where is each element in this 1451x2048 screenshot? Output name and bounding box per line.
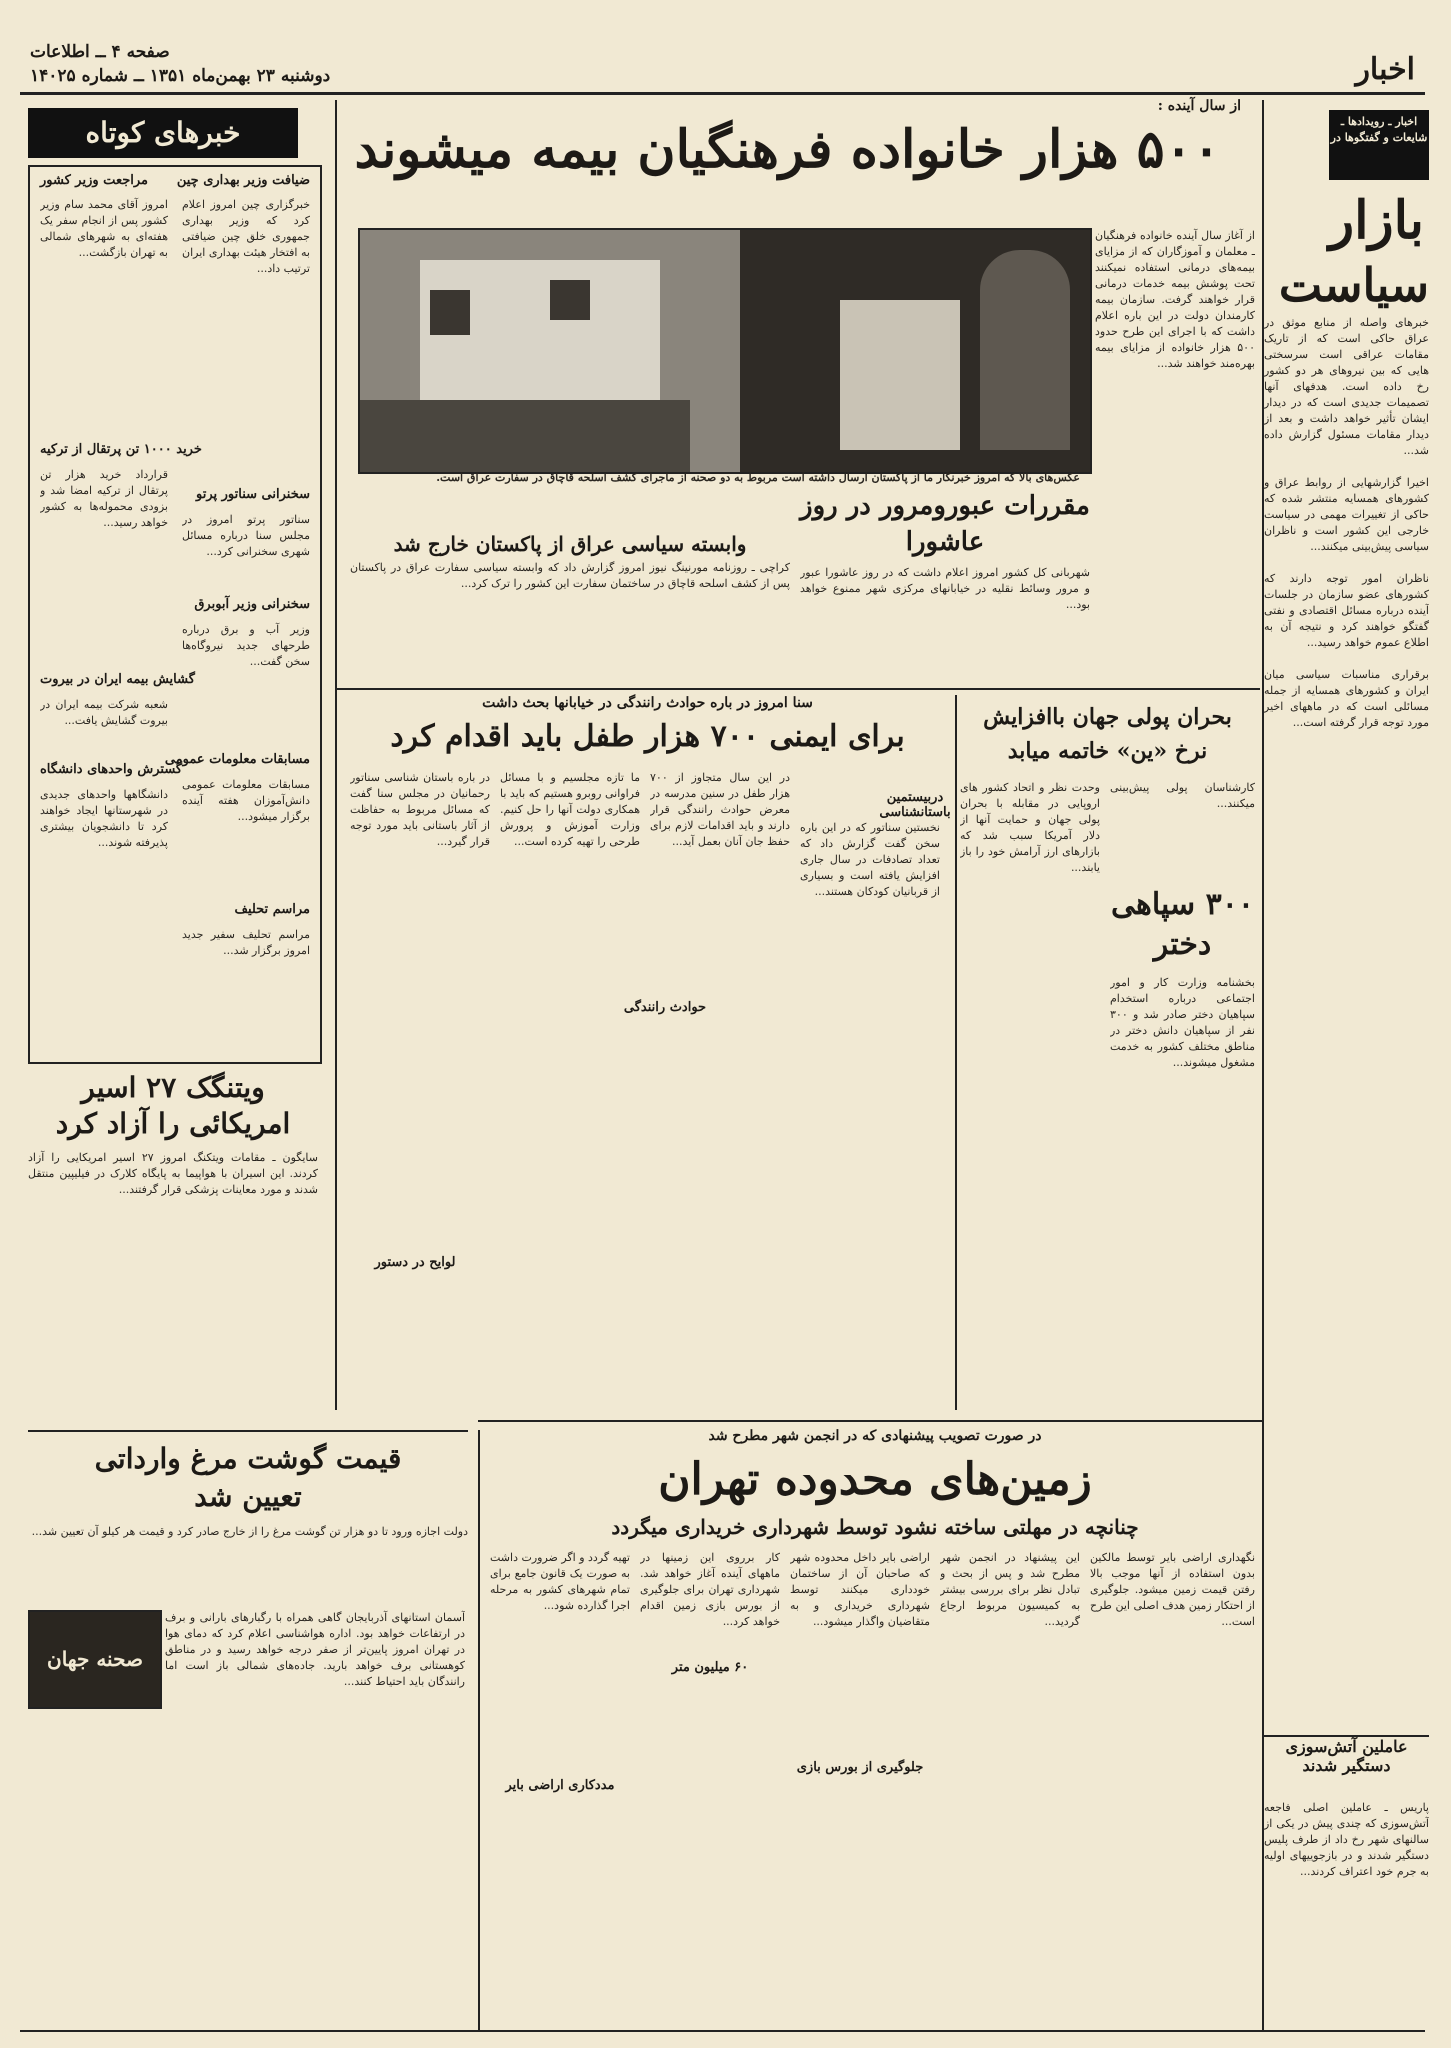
short-news-item-8: گسترش واحدهای دانشگاه <box>40 762 183 777</box>
short-news-box: ضیافت وزیر بهداری چین مراجعت وزیر کشور خرید ۱۰۰۰ تن پرتقال از ترکیه سخنرانی سناتور پرتو سخنرانی وزیر آبوبرق گشایش بیمه ایران در بیروت مسابقات معلومات عمومی گسترش واحدهای دانشگاه مراسم تحلیف خبرگزاری چین امروز اعلام کرد که وزیر بهداری جمهوری خلق چین ضیافتی به افتخار هیئت بهداری ایران ترتیب داد... امروز آقای محمد سام وزیر کشور پس از انجام سفر یک هفته‌ای به شهرهای شمالی به تهران بازگشت... قرارداد خرید هزار تن پرتقال از ترکیه امضا شد و بزودی محموله‌ها به کشور خواهد رسید... سناتور پرتو امروز در مجلس سنا درباره مسائل شهری سخنرانی کرد... وزیر آب و برق درباره طرحهای جدید نیروگاه‌ها سخن گفت... شعبه شرکت بیمه ایران در بیروت گشایش یافت... مسابقات معلومات عمومی دانش‌آموزان هفته آینده برگزار میشود... دانشگاهها واحدهای جدیدی در شهرستانها ایجاد خواهند کرد تا دانشجویان بیشتری پذیرفته شوند... مراسم تحلیف سفیر جدید امروز برگزار شد... <box>28 165 322 1064</box>
tehran-land-subhead: چنانچه در مهلتی ساخته نشود توسط شهرداری خریداری میگردد <box>611 1515 1139 1539</box>
bazaar-box <box>1278 110 1429 312</box>
pows-headline-2: امریکائی را آزاد کرد <box>55 1107 291 1140</box>
section-title: اخبار <box>1355 52 1415 87</box>
issue-date: دوشنبه ۲۳ بهمن‌ماه ۱۳۵۱ ــ شماره ۱۴۰۲۵ <box>30 66 331 86</box>
stamp-logo: صحنه جهان <box>28 1610 162 1709</box>
currency-headline: بحران پولی جهان باافزایش نرخ «ین» خاتمه میابد <box>983 704 1232 764</box>
page-number: صفحه ۴ ــ اطلاعات <box>30 42 170 62</box>
photo-caption: عکس‌های بالا که امروز خبرنگار ما از پاکستان ارسال داشته است مربوط به دو صحنه از ماجرای کشف اسلحه قاچاق در سفارت عراق است. <box>436 471 1080 484</box>
short-news-item-1: ضیافت وزیر بهداری چین <box>176 173 310 188</box>
col-divider-1 <box>1262 100 1264 2030</box>
page-header-info <box>30 40 330 88</box>
pows-headline-1: ویتنگک ۲۷ اسیر <box>81 1071 265 1104</box>
pows-story: ویتنگک ۲۷ اسیر امریکائی را آزاد کرد سایگون ـ مقامات ویتکنگ امروز ۲۷ اسیر امریکایی را آزاد کردند. این اسیران با هواپیما به پایگاه کلارک در فیلیپین منتقل شدند و مورد معاینات پزشکی قرار گرفتند... <box>28 1071 318 1196</box>
lead-kicker: از سال آینده : <box>1157 98 1241 114</box>
meat-headline-1: قیمت گوشت مرغ وارداتی <box>94 1442 402 1475</box>
col-divider-2 <box>335 100 337 1410</box>
short-news-item-3: خرید ۱۰۰۰ تن پرتقال از ترکیه <box>40 442 202 457</box>
children-headline: برای ایمنی ۷۰۰ هزار طفل باید اقدام کرد <box>390 719 905 754</box>
left-bottom-text: آسمان استانهای آذربایجان گاهی همراه با رگبارهای بارانی و برف در ارتفاعات خواهد بود. اداره هواشناسی اعلام کرد که دمای هوا در تهران امروز پایین‌تر از صفر درجه خواهد رسید و در مناطق کوهستانی برف خواهد بارید. جاده‌های شمالی باز است اما رانندگان باید احتیاط کنند... <box>165 1611 465 1688</box>
newspaper-page: اخبار صفحه ۴ ــ اطلاعات دوشنبه ۲۳ بهمن‌ماه ۱۳۵۱ ــ شماره ۱۴۰۲۵ اخبار ـ رویدادها ـ شایعات و گفتگوها در بازار سیاست خبرهای واصله از منابع موثق در عراق حاکی است که از تاریک مقامات عراقی است سرسختی هایی که بین نیروهای هر دو کشور رخ داده است. هدفهای آنها تصمیمات جدیدی است که در دیدار ایشان تأثیر خواهد داشت و بعد از دیدار مقامات مسئول گزارش داده شد... اخیرا گزارشهایی از روابط عراق و کشورهای همسایه منتشر شده که حاکی از تغییرات مهمی در سیاست خارجی این کشور است و ناظران سیاسی پیش‌بینی میکنند... ناظران امور توجه دارند که کشورهای عضو سازمان در جلسات آینده درباره مسائل اقتصادی و نفتی گفتگو خواهند کرد و نتیجه آن به اطلاع عموم خواهد رسید... برقراری مناسبات سیاسی میان ایران و کشورهای همسایه از جمله مسائلی است که در ماههای اخیر مورد توجه قرار گرفته است... عاملین آتش‌سوزی دستگیر شدند پاریس ـ عاملین اصلی فاجعه آتش‌سوزی که چندی پیش در یکی از سالنهای شهر رخ داد از طرف پلیس دستگیر شدند و در بازجوییهای اولیه به جرم خود اعتراف کردند... از سال آینده : ۵۰۰ هزار خانواده فرهنگیان بیمه میشوند از آغاز سال آینده خانواده فرهنگیان ـ معلمان و آموزگاران که از مزایای بیمه‌های درمانی استفاده نمیکنند تحت پوشش بیمه خدمات درمانی قرار خواهند گرفت. سازمان بیمه کارمندان دولت در این باره اعلام داشت که با اجرای این طرح حدود ۵۰۰ هزار خانواده از مزایای بیمه بهره‌مند خواهند شد... عکس‌های بالا که امروز خبرنگار ما از پاکستان ارسال داشته است مربوط به دو صحنه از ماجرای کشف اسلحه قاچاق در سفارت عراق است. خبرهای کوتاه ضیافت وزیر بهداری چین مراجعت وزیر کشور خرید ۱۰۰۰ تن پرتقال از ترکیه سخنرانی سناتور پرتو سخنرانی وزیر آبوبرق گشایش بیمه ایران در بیروت مسابقات معلومات عمومی گسترش واحدهای دانشگاه مراسم تحلیف خبرگزاری چین امروز اعلام کرد که وزیر بهداری جمهوری خلق چین ضیافتی به افتخار هیئت بهداری ایران ترتیب داد... امروز آقای محمد سام وزیر کشور پس از انجام سفر یک هفته‌ای به شهرهای شمالی به تهران بازگشت... قرارداد خرید هزار تن پرتقال از ترکیه امضا شد و بزودی محموله‌ها به کشور خواهد رسید... سناتور پرتو امروز در مجلس سنا درباره مسائل شهری سخنرانی کرد... وزیر آب و برق درباره طرحهای جدید نیروگاه‌ها سخن گفت... شعبه شرکت بیمه ایران در بیروت گشایش یافت... مسابقات معلومات عمومی دانش‌آموزان هفته آینده برگزار میشود... دانشگاهها واحدهای جدیدی در شهرستانها ایجاد خواهند کرد تا دانشجویان بیشتری پذیرفته شوند... مراسم تحلیف سفیر جدید امروز برگزار شد... ویتنگک ۲۷ اسیر امریکائی را آزاد کرد سایگون ـ مقامات ویتکنگ امروز ۲۷ اسیر امریکایی را آزاد کردند. این اسیران با هواپیما به پایگاه کلارک در فیلیپین منتقل شدند و مورد معاینات پزشکی قرار گرفتند... قیمت گوشت مرغ وارداتی تعیین شد دولت اجازه ورود تا دو هزار تن گوشت مرغ را از خارج صادر کرد و قیمت هر کیلو آن تعیین شد... صحنه جهان آسمان استانهای آذربایجان گاهی همراه با رگبارهای بارانی و برف در ارتفاعات خواهد بود. اداره هواشناسی اعلام کرد که دمای هوا در تهران امروز پایین‌تر از صفر درجه خواهد رسید و در مناطق کوهستانی برف خواهد بارید. جاده‌های شمالی باز است اما رانندگان باید احتیاط کنند... وابسته سیاسی عراق از پاکستان خارج شد کراچی ـ روزنامه مورنینگ نیوز امروز گزارش داد که وابسته سیاسی سفارت عراق در پاکستان پس از کشف اسلحه قاچاق در ساختمان سفارت این کشور را ترک کرد... مقررات عبورومرور در روز عاشورا شهربانی کل کشور امروز اعلام داشت که در روز عاشورا عبور و مرور وسائط نقلیه در خیابانهای مرکزی شهر ممنوع خواهد بود... سنا امروز در باره حوادث رانندگی در خیابانها بحث داشت برای ایمنی ۷۰۰ هزار طفل باید اقدام کرد دربیستمین باستانشناسی حوادث رانندگی لوایح در دستور در باره باستان شناسی سناتور رحمانیان در مجلس سنا گفت که مسائل مربوط به حفاظت از آثار باستانی باید مورد توجه قرار گیرد... ما تازه مجلسیم و با مسائل فراوانی روبرو هستیم که باید با همکاری دولت آنها را حل کنیم. وزارت آموزش و پرورش طرحی را تهیه کرده است... در این سال متجاوز از ۷۰۰ هزار طفل در سنین مدرسه در معرض حوادث رانندگی قرار دارند و باید اقدامات لازم برای حفظ جان آنان بعمل آید... نخستین سناتور که در این باره سخن گفت گزارش داد که تعداد تصادفات در سال جاری افزایش یافته است و بسیاری از قربانیان کودکان هستند... بحران پولی جهان باافزایش نرخ «ین» خاتمه میابد وحدت نظر و اتحاد کشور های اروپایی در مقابله با بحران پولی جهان و حمایت آنها از دلار آمریکا سبب شد که بازارهای ارز آرامش خود را باز یابند... کارشناسان پولی پیش‌بینی میکنند... ۳۰۰ سپاهی دختر بخشنامه وزارت کار و امور اجتماعی درباره استخدام سپاهیان دختر صادر شد و ۳۰۰ نفر از سپاهیان دانش دختر در مناطق مختلف کشور به خدمت مشغول میشوند... در صورت تصویب پیشنهادی که در انجمن شهر مطرح شد زمین‌های محدوده تهران چنانچه در مهلتی ساخته نشود توسط شهرداری خریداری میگردد ۶۰ میلیون متر مددکاری اراضی بایر جلوگیری از بورس بازی تهیه گردد و اگر ضرورت داشت به صورت یک قانون جامع برای تمام شهرهای کشور به مرحله اجرا گذارده شود... کار برروی این زمینها در ماههای آینده آغاز خواهد شد. شهرداری تهران برای جلوگیری از بورس بازی زمین اقدام خواهد کرد... اراضی بایر داخل محدوده شهر که صاحبان آن از ساختمان خودداری میکنند توسط شهرداری خریداری و به متقاضیان واگذار میشود... این پیشنهاد در انجمن شهر مطرح شد و پس از بحث و تبادل نظر برای بررسی بیشتر به کمیسیون مربوط ارجاع گردید... نگهداری اراضی بایر توسط مالکین بدون استفاده از آنها موجب بالا رفتن قیمت زمین میشود. جلوگیری از احتکار زمین هدف اصلی این طرح است... <box>0 0 1451 2048</box>
tehran-land-headline: زمین‌های محدوده تهران <box>658 1454 1092 1505</box>
children-kicker: سنا امروز در باره حوادث رانندگی در خیابانها بحث داشت <box>482 695 813 711</box>
bazaar-column-text: خبرهای واصله از منابع موثق در عراق حاکی است که از تاریک مقامات عراقی است سرسختی هایی که بین نیروهای هر دو کشور رخ داده است. هدفهای آنها تصمیمات جدیدی است که در دیدار ایشان تأثیر خواهد داشت و بعد از دیدار مقامات مسئول گزارش داده شد... اخیرا گزارشهایی از روابط عراق و کشورهای همسایه منتشر شده که حاکی از تغییرات مهمی در سیاست خارجی این کشور است و ناظران سیاسی پیش‌بینی میکنند... ناظران امور توجه دارند که کشورهای عضو سازمان در جلسات آینده درباره مسائل اقتصادی و نفتی گفتگو خواهند کرد و نتیجه آن به اطلاع عموم خواهد رسید... برقراری مناسبات سیاسی میان ایران و کشورهای همسایه از جمله مسائلی است که در ماههای اخیر مورد توجه قرار گرفته است... <box>1264 316 1429 729</box>
lead-photo <box>358 228 1092 474</box>
tehran-land-kicker: در صورت تصویب پیشنهادی که در انجمن شهر مطرح شد <box>708 1428 1042 1444</box>
bazaar-title: بازار <box>1329 190 1424 251</box>
short-news-item-9: مراسم تحلیف <box>234 902 310 917</box>
meat-headline-2: تعیین شد <box>194 1480 302 1513</box>
bazaar-subtitle: سیاست <box>1278 258 1429 312</box>
short-news-item-4: سخنرانی سناتور پرتو <box>195 487 310 502</box>
fire-arrest-headline: عاملین آتش‌سوزی دستگیر شدند <box>1264 1735 1429 1792</box>
fire-arrest-text: پاریس ـ عاملین اصلی فاجعه آتش‌سوزی که چندی پیش در یکی از سالنهای شهر رخ داد از طرف پلیس دستگیر شدند و در بازجوییهای اولیه به جرم خود اعتراف کردند... <box>1264 1801 1429 1878</box>
masthead-rule <box>20 92 1425 95</box>
lead-headline: ۵۰۰ هزار خانواده فرهنگیان بیمه میشوند <box>354 119 1221 180</box>
soldiers-headline: ۳۰۰ سپاهی دختر <box>1111 887 1254 962</box>
short-news-item-2: مراجعت وزیر کشور <box>40 173 148 188</box>
short-news-item-7: مسابقات معلومات عمومی <box>164 752 310 767</box>
short-news-item-5: سخنرانی وزیر آبوبرق <box>194 597 310 612</box>
short-news-item-6: گشایش بیمه ایران در بیروت <box>40 672 195 687</box>
short-news-title: خبرهای کوتاه <box>28 108 298 158</box>
meat-story: قیمت گوشت مرغ وارداتی تعیین شد دولت اجازه ورود تا دو هزار تن گوشت مرغ را از خارج صادر کرد و قیمت هر کیلو آن تعیین شد... <box>28 1440 468 1594</box>
ashura-headline: مقررات عبورومرور در روز عاشورا <box>800 491 1090 557</box>
lead-text: از آغاز سال آینده خانواده فرهنگیان ـ معلمان و آموزگاران که از مزایای بیمه‌های درمانی استفاده نمیکنند تحت پوشش بیمه خدمات درمانی قرار خواهند گرفت. سازمان بیمه کارمندان دولت در این باره اعلام داشت که با اجرای این طرح حدود ۵۰۰ هزار خانواده از مزایای بیمه بهره‌مند خواهند شد... <box>1095 229 1255 370</box>
bazaar-label: اخبار ـ رویدادها ـ شایعات و گفتگوها در <box>1329 110 1429 180</box>
iraq-pakistan-headline: وابسته سیاسی عراق از پاکستان خارج شد <box>393 532 747 556</box>
